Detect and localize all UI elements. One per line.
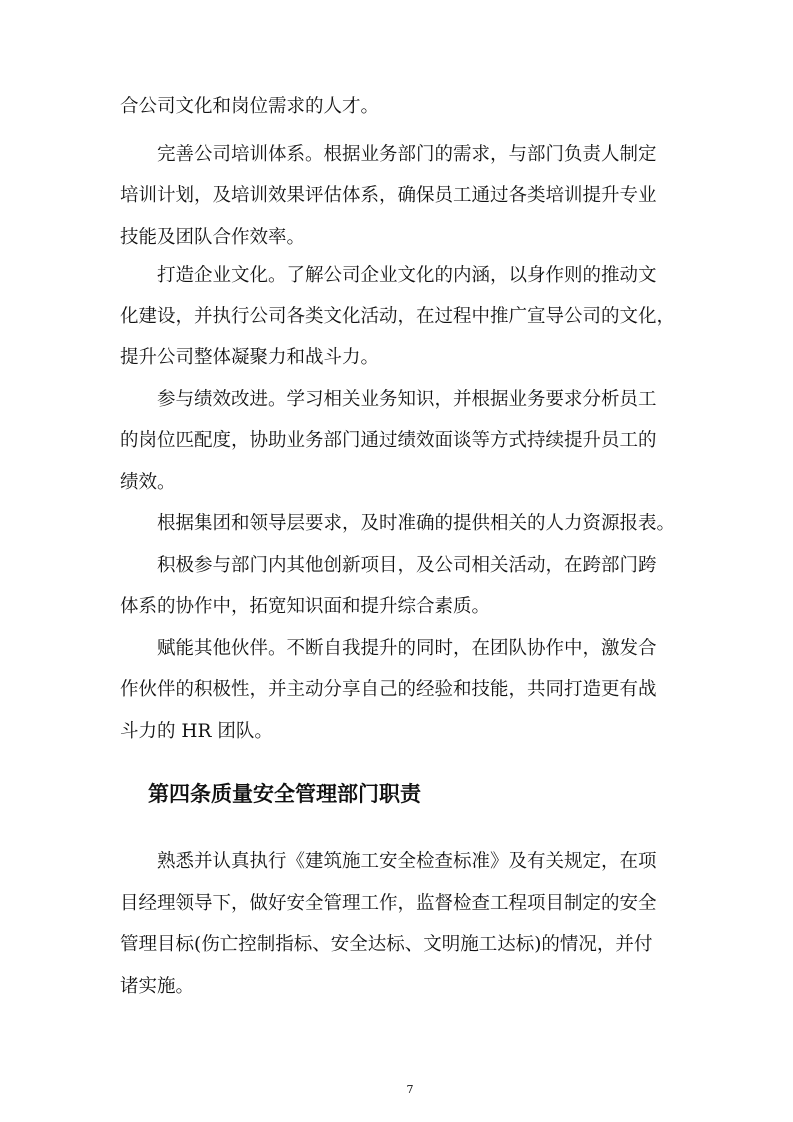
text-line: 合公司文化和岗位需求的人才。 — [120, 96, 380, 117]
text-line: 技能及团队合作效率。 — [120, 227, 306, 248]
text-line: 绩效。 — [120, 472, 176, 493]
text-line: 培训计划，及培训效果评估体系，确保员工通过各类培训提升专业 — [120, 185, 657, 206]
text-line: 熟悉并认真执行《建筑施工安全检查标准》及有关规定，在项 — [157, 851, 657, 872]
text-line: 打造企业文化。了解公司企业文化的内涵，以身作则的推动文 — [157, 265, 657, 286]
text-line: 根据集团和领导层要求，及时准确的提供相关的人力资源报表。 — [157, 513, 676, 534]
text-line: 的岗位匹配度，协助业务部门通过绩效面谈等方式持续提升员工的 — [120, 430, 657, 451]
section-heading: 第四条质量安全管理部门职责 — [148, 781, 421, 806]
text-line: 赋能其他伙伴。不断自我提升的同时，在团队协作中，激发合 — [157, 638, 657, 659]
text-line: 诸实施。 — [120, 976, 195, 997]
text-line: 化建设，并执行公司各类文化活动，在过程中推广宣导公司的文化， — [120, 306, 676, 327]
page-number: 7 — [406, 1083, 414, 1096]
text-line: 目经理领导下，做好安全管理工作，监督检查工程项目制定的安全 — [120, 893, 657, 914]
text-line: 管理目标(伤亡控制指标、安全达标、文明施工达标)的情况，并付 — [120, 934, 653, 955]
text-line: 体系的协作中，拓宽知识面和提升综合素质。 — [120, 596, 491, 617]
text-line: 作伙伴的积极性，并主动分享自己的经验和技能，共同打造更有战 — [120, 679, 657, 700]
text-line: 完善公司培训体系。根据业务部门的需求，与部门负责人制定 — [157, 144, 657, 165]
text-line: 斗力的 HR 团队。 — [120, 721, 273, 742]
text-line: 参与绩效改进。学习相关业务知识，并根据业务要求分析员工 — [157, 389, 657, 410]
text-line: 积极参与部门内其他创新项目，及公司相关活动，在跨部门跨 — [157, 555, 657, 576]
text-line: 提升公司整体凝聚力和战斗力。 — [120, 347, 380, 368]
